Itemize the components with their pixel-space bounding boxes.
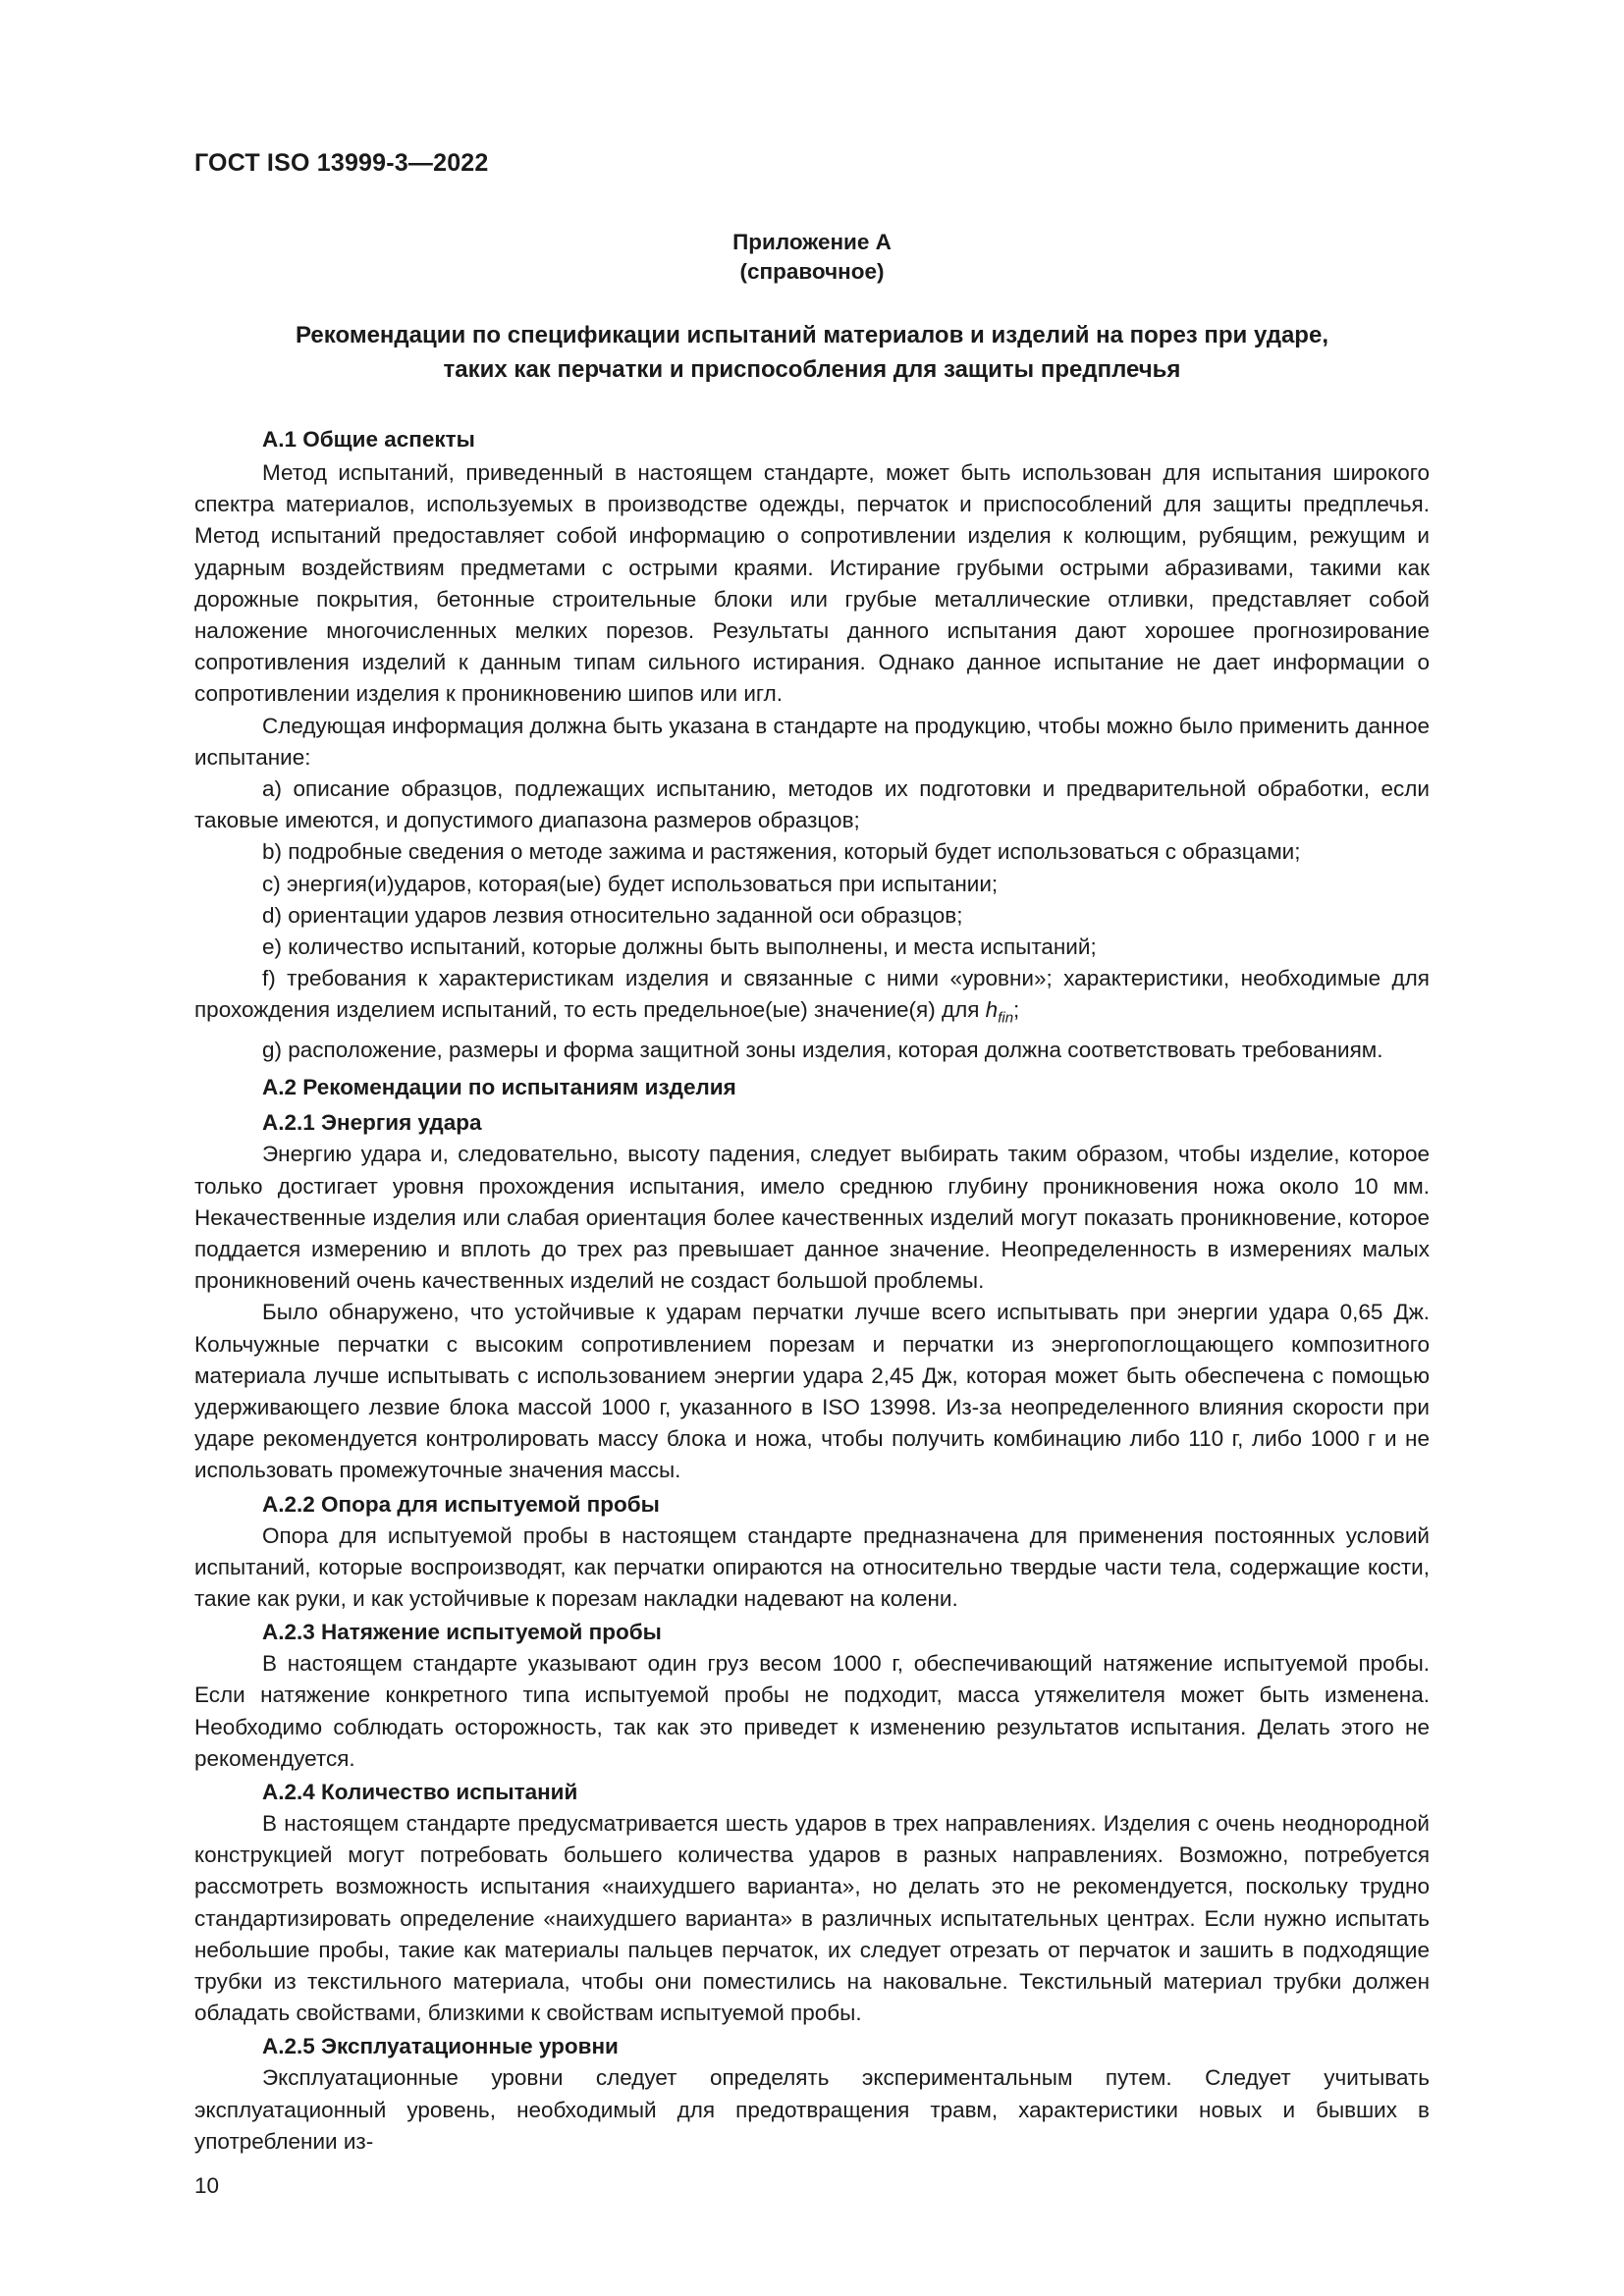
section-a2-4-heading: А.2.4 Количество испытаний <box>262 1780 578 1805</box>
annex-title-line-1: Рекомендации по спецификации испытаний материалов и изделий на порез при ударе, <box>296 322 1328 348</box>
list-item-f <box>194 963 1430 1035</box>
section-a2-3-heading: А.2.3 Натяжение испытуемой пробы <box>262 1620 662 1645</box>
paragraph: Метод испытаний, приведенный в настоящем стандарте, может быть использован для испытания широкого спектра материалов, используемых в производстве одежды, перчаток и приспособлений для защиты предплечья. Метод испытаний предоставляет собой информацию о сопротивлении изделия к колющим, рубящим, режущим и ударным воздействиям предметами с острыми краями. Истирание грубыми острыми абразивами, такими как дорожные покрытия, бетонные строительные блоки или грубые металлические отливки, представляет собой наложение многочисленных мелких порезов. Результаты данного испытания дают хорошее прогнозирование сопротивления изделий к данным типам сильного истирания. Однако данное испытание не дает информации о сопротивлении изделия к проникновению шипов или игл. <box>194 460 1430 707</box>
paragraph: Энергию удара и, следовательно, высоту падения, следует выбирать таким образом, чтобы изделие, которое только достигает уровня прохождения испытания, имело среднюю глубину проникновения ножа около 10 мм. Некачественные изделия или слабая ориентация более качественных изделий могут показать проникновение, которое поддается измерению и вплоть до трех раз превышает данное значение. Неопределенность в измерениях малых проникновений очень качественных изделий не создаст большой проблемы. <box>194 1142 1430 1294</box>
list-item-text: f) требования к характеристикам изделия и связанные с ними «уровни»; характеристики, необходимые для прохождения изделием испытаний, то есть предельное(ые) значение(я) для <box>194 966 1430 1023</box>
list-item: d) ориентации ударов лезвия относительно заданной оси образцов; <box>262 902 963 928</box>
variable-subscript: fin <box>998 1009 1014 1027</box>
variable-h: h <box>985 997 999 1023</box>
list-item-end: ; <box>1013 997 1020 1023</box>
document-code: ГОСТ ISO 13999-3—2022 <box>194 149 489 177</box>
paragraph: Следующая информация должна быть указана в стандарте на продукцию, чтобы можно было применить данное испытание: <box>194 713 1430 770</box>
paragraph: Было обнаружено, что устойчивые к ударам перчатки лучше всего испытывать при энергии удара 0,65 Дж. Кольчужные перчатки с высоким сопротивлением порезам и перчатки из энергопоглощающего композитного материала лучше испытывать с использованием энергии удара 2,45 Дж, которая может быть обеспечена с помощью удерживающего лезвие блока массой 1000 г, указанного в ISO 13998. Из-за неопределенного влияния скорости при ударе рекомендуется контролировать массу блока и ножа, чтобы получить комбинацию либо 110 г, либо 1000 г и не использовать промежуточные значения массы. <box>194 1300 1430 1483</box>
list-item: g) расположение, размеры и форма защитной зоны изделия, которая должна соответствовать требованиям. <box>262 1038 1383 1063</box>
paragraph: Опора для испытуемой пробы в настоящем стандарте предназначена для применения постоянных условий испытаний, которые воспроизводят, как перчатки опираются на относительно твердые части тела, содержащие кости, такие как руки, и как устойчивые к порезам накладки надевают на колени. <box>194 1522 1430 1611</box>
paragraph: Эксплуатационные уровни следует определять экспериментальным путем. Следует учитывать эксплуатационный уровень, необходимый для предотвращения травм, характеристики новых и бывших в употреблении из- <box>194 2065 1430 2154</box>
paragraph: В настоящем стандарте предусматривается шесть ударов в трех направлениях. Изделия с очень неоднородной конструкцией могут потребовать большего количества ударов в разных направлениях. Возможно, потребуется рассмотреть возможность испытания «наихудшего варианта», но делать это не рекомендуется, поскольку трудно стандартизировать определение «наихудшего варианта» в различных испытательных центрах. Если нужно испытать небольшие пробы, такие как материалы пальцев перчаток, их следует отрезать от перчаток и зашить в подходящие трубки из текстильного материала, чтобы они поместились на наковальне. Текстильный материал трубки должен обладать свойствами, близкими к свойствам испытуемой пробы. <box>194 1811 1430 2026</box>
list-item: a) описание образцов, подлежащих испытанию, методов их подготовки и предварительной обработки, если таковые имеются, и допустимого диапазона размеров образцов; <box>194 776 1430 833</box>
annex-title-line-2: таких как перчатки и приспособления для защиты предплечья <box>443 356 1181 383</box>
annex-heading <box>194 228 1430 287</box>
list-item: b) подробные сведения о методе зажима и растяжения, который будет использоваться с образцами; <box>262 839 1301 865</box>
page-number: 10 <box>194 2173 220 2198</box>
annex-status: (справочное) <box>739 259 885 284</box>
document-body <box>194 424 1430 2158</box>
section-a2-5-heading: А.2.5 Эксплуатационные уровни <box>262 2034 619 2059</box>
section-a2-heading: А.2 Рекомендации по испытаниям изделия <box>262 1075 736 1100</box>
annex-label: Приложение А <box>732 230 892 254</box>
paragraph: В настоящем стандарте указывают один груз весом 1000 г, обеспечивающий натяжение испытуемой пробы. Если натяжение конкретного типа испытуемой пробы не подходит, масса утяжелителя может быть изменена. Необходимо соблюдать осторожность, так как это приведет к изменению результатов испытания. Делать этого не рекомендуется. <box>194 1651 1430 1771</box>
list-item: c) энергия(и)ударов, которая(ые) будет использоваться при испытании; <box>262 871 999 896</box>
section-a2-1-heading: А.2.1 Энергия удара <box>262 1110 482 1136</box>
section-a2-2-heading: А.2.2 Опора для испытуемой пробы <box>262 1491 660 1517</box>
annex-title <box>194 318 1430 387</box>
section-a1-heading: А.1 Общие аспекты <box>262 427 475 452</box>
list-item: e) количество испытаний, которые должны быть выполнены, и места испытаний; <box>262 934 1097 960</box>
